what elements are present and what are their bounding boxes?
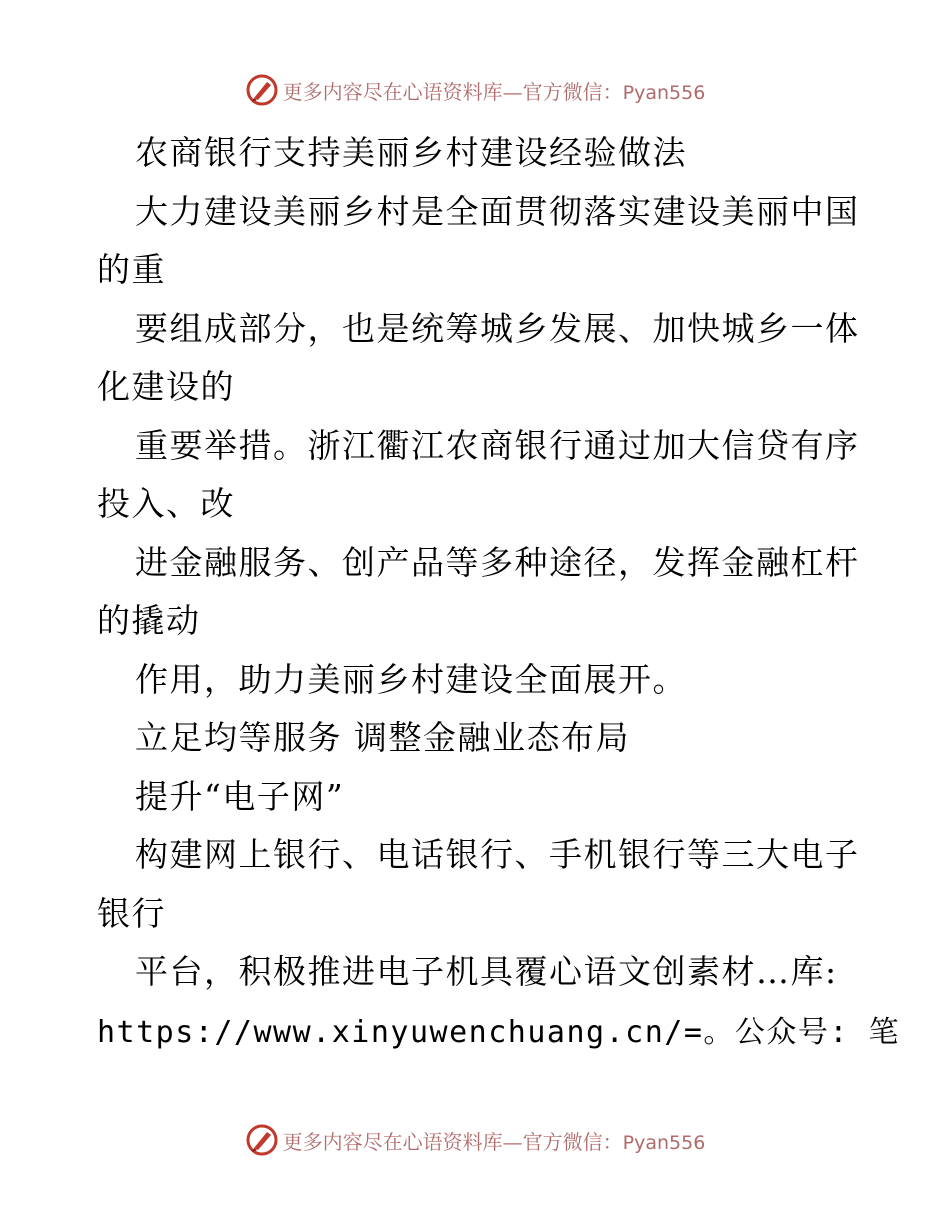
footer-banner-contact: 官方微信： bbox=[522, 1129, 623, 1154]
section-heading: 立足均等服务 调整金融业态布局 bbox=[135, 718, 630, 757]
header-banner-contact: 官方微信： bbox=[522, 79, 623, 104]
paragraph-line: 要组成部分，也是统筹城乡发展、加快城乡一体 bbox=[135, 308, 860, 348]
subsection-heading: 提升“电子网” bbox=[135, 776, 345, 816]
footer-banner-wechat: Pyan556 bbox=[622, 1131, 706, 1154]
header-banner-wechat: Pyan556 bbox=[622, 81, 706, 104]
paragraph-line: 的撬动 bbox=[97, 601, 201, 640]
header-banner-title: 更多内容尽在心语资料库 bbox=[282, 79, 503, 104]
document-title: 农商银行支持美丽乡村建设经验做法 bbox=[135, 133, 687, 172]
paragraph-line: 构建网上银行、电话银行、手机银行等三大电子 bbox=[135, 835, 860, 874]
pen-logo-icon bbox=[245, 73, 279, 107]
pen-logo-icon bbox=[245, 1123, 279, 1157]
paragraph-line: 平台，积极推进电子机具覆心语文创素材…库: bbox=[135, 952, 838, 991]
header-banner-separator: — bbox=[502, 79, 523, 104]
paragraph-line: 重要举措。浙江衢江农商银行通过加大信贷有序 bbox=[135, 425, 860, 465]
paragraph-line: 大力建设美丽乡村是全面贯彻落实建设美丽中国 bbox=[135, 191, 860, 231]
paragraph-line: 化建设的 bbox=[97, 367, 235, 406]
footer-banner-separator: — bbox=[502, 1129, 523, 1154]
paragraph-line: 投入、改 bbox=[97, 484, 235, 523]
url-line bbox=[97, 1002, 901, 1061]
url-text: https://www.xinyuwenchuang.cn/=。公众号: 笔 bbox=[97, 1014, 901, 1050]
header-banner bbox=[0, 70, 950, 110]
paragraph-line: 银行 bbox=[97, 893, 166, 933]
paragraph-line: 进金融服务、创产品等多种途径，发挥金融杠杆 bbox=[135, 542, 860, 582]
paragraph-line: 的重 bbox=[97, 250, 166, 289]
footer-banner-title: 更多内容尽在心语资料库 bbox=[282, 1129, 503, 1154]
header-banner-text bbox=[283, 76, 706, 105]
footer-banner-text bbox=[283, 1126, 706, 1155]
footer-banner bbox=[0, 1120, 950, 1160]
paragraph-line: 作用，助力美丽乡村建设全面展开。 bbox=[135, 659, 687, 699]
document-body bbox=[97, 124, 901, 1060]
